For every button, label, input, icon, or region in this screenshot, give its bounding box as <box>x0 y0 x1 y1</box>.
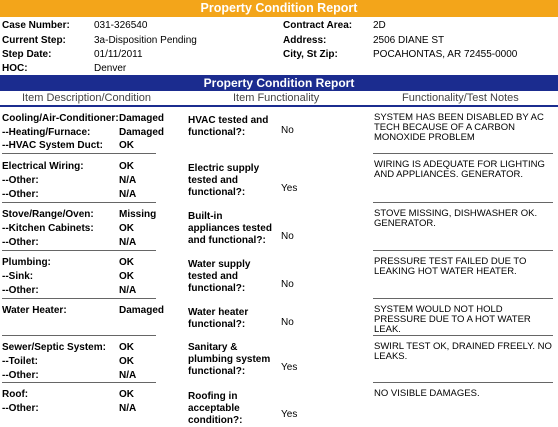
item-label: --Kitchen Cabinets: <box>2 223 94 234</box>
functionality-question: Sanitary & plumbing system functional?: <box>188 342 271 377</box>
item-status: OK <box>119 140 134 151</box>
functionality-note: NO VISIBLE DAMAGES. <box>374 388 480 399</box>
section-divider <box>2 202 156 203</box>
column-header-notes: Functionality/Test Notes <box>402 92 519 104</box>
item-status: N/A <box>119 175 137 186</box>
item-status: OK <box>119 356 134 367</box>
functionality-answer: No <box>281 125 294 136</box>
step-date-label: Step Date: <box>2 49 52 60</box>
item-label: --Other: <box>2 370 39 381</box>
functionality-question: Electric supply tested and functional?: <box>188 163 260 198</box>
functionality-note: WIRING IS ADEQUATE FOR LIGHTING AND APPLIANCES. GENERATOR. <box>374 159 545 180</box>
functionality-question: Built-in appliances tested and functional?: <box>188 211 272 246</box>
functionality-question: Water heater functional?: <box>188 307 249 330</box>
item-status: N/A <box>119 403 137 414</box>
current-step-label: Current Step: <box>2 35 66 46</box>
case-number-value: 031-326540 <box>94 20 148 31</box>
item-label: Sewer/Septic System: <box>2 342 106 353</box>
item-label: Cooling/Air-Conditioner: <box>2 113 119 124</box>
column-header-functionality: Item Functionality <box>233 92 320 104</box>
item-status: OK <box>119 389 134 400</box>
column-header-item: Item Description/Condition <box>22 92 152 104</box>
item-status: N/A <box>119 370 137 381</box>
current-step-value: 3a-Disposition Pending <box>94 35 197 46</box>
item-status: Damaged <box>119 305 165 316</box>
city-label: City, St Zip: <box>283 49 338 60</box>
functionality-note: SYSTEM HAS BEEN DISABLED BY AC TECH BECAUSE OF A CARBON MONOXIDE PROBLEM <box>374 112 544 143</box>
column-header-divider <box>0 105 558 107</box>
functionality-question: HVAC tested and functional?: <box>188 115 269 138</box>
section-divider <box>373 335 553 336</box>
item-label: --Sink: <box>2 271 34 282</box>
section-divider <box>2 382 156 383</box>
section-divider <box>2 298 156 299</box>
item-status: N/A <box>119 237 137 248</box>
item-label: --Heating/Furnace: <box>2 127 91 138</box>
report-bar: Property Condition Report <box>0 75 558 91</box>
item-label: --HVAC System Duct: <box>2 140 103 151</box>
functionality-answer: No <box>281 279 294 290</box>
item-label: --Other: <box>2 403 39 414</box>
item-status: N/A <box>119 189 137 200</box>
item-status: Damaged <box>119 113 165 124</box>
step-date-value: 01/11/2011 <box>94 49 143 60</box>
item-label: Plumbing: <box>2 257 51 268</box>
item-label: --Toilet: <box>2 356 38 367</box>
hoc-value: Denver <box>94 63 127 74</box>
functionality-question: Water supply tested and functional?: <box>188 259 251 294</box>
section-divider <box>373 298 553 299</box>
title-bar: Property Condition Report <box>0 0 558 17</box>
contract-area-label: Contract Area: <box>283 20 353 31</box>
section-divider <box>373 382 553 383</box>
case-number-label: Case Number: <box>2 20 70 31</box>
functionality-answer: No <box>281 231 294 242</box>
functionality-note: SWIRL TEST OK, DRAINED FREELY. NO LEAKS. <box>374 341 552 362</box>
item-status: OK <box>119 342 134 353</box>
item-status: OK <box>119 223 134 234</box>
item-status: Missing <box>119 209 157 220</box>
item-label: --Other: <box>2 285 39 296</box>
section-divider <box>2 335 156 336</box>
address-value: 2506 DIANE ST <box>373 35 445 46</box>
item-status: Damaged <box>119 127 165 138</box>
functionality-note: PRESSURE TEST FAILED DUE TO LEAKING HOT WATER HEATER. <box>374 256 527 277</box>
functionality-answer: Yes <box>281 183 298 194</box>
functionality-answer: Yes <box>281 362 298 373</box>
section-divider <box>373 153 553 154</box>
item-status: N/A <box>119 285 137 296</box>
item-label: --Other: <box>2 237 39 248</box>
section-divider <box>373 202 553 203</box>
item-label: Electrical Wiring: <box>2 161 84 172</box>
functionality-answer: No <box>281 317 294 328</box>
functionality-question: Roofing in acceptable condition?: <box>188 391 243 426</box>
item-label: Water Heater: <box>2 305 67 316</box>
functionality-note: STOVE MISSING, DISHWASHER OK. GENERATOR. <box>374 208 538 229</box>
section-divider <box>373 250 553 251</box>
section-divider <box>2 153 156 154</box>
item-label: --Other: <box>2 189 39 200</box>
hoc-label: HOC: <box>2 63 28 74</box>
functionality-answer: Yes <box>281 409 298 420</box>
contract-area-value: 2D <box>373 20 386 31</box>
item-label: Roof: <box>2 389 29 400</box>
item-status: OK <box>119 271 134 282</box>
address-label: Address: <box>283 35 327 46</box>
item-label: Stove/Range/Oven: <box>2 209 94 220</box>
functionality-note: SYSTEM WOULD NOT HOLD PRESSURE DUE TO A HOT WATER LEAK. <box>374 304 531 335</box>
item-status: OK <box>119 257 134 268</box>
item-label: --Other: <box>2 175 39 186</box>
item-status: OK <box>119 161 134 172</box>
city-value: POCAHONTAS, AR 72455-0000 <box>373 49 518 60</box>
section-divider <box>2 250 156 251</box>
